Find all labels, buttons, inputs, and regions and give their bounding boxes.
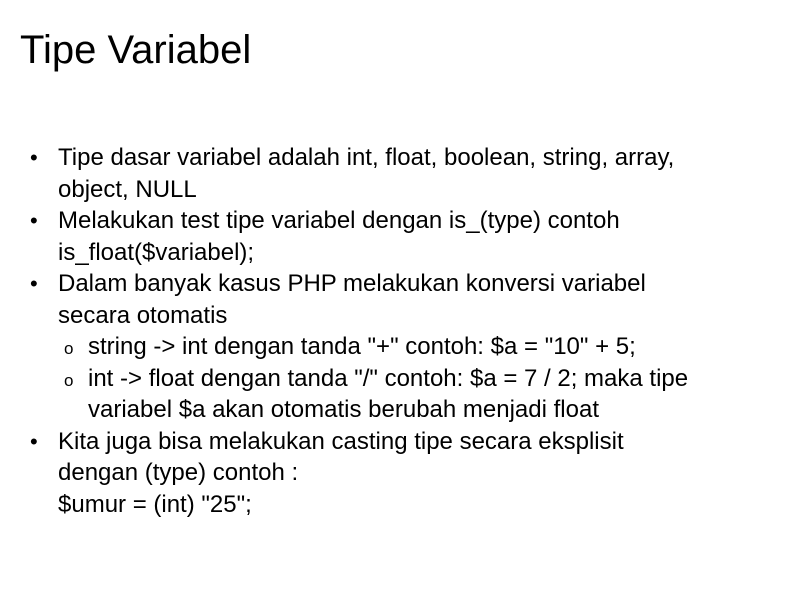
bullet-text-line: $umur = (int) "25"; <box>58 490 252 518</box>
bullet-dot-icon: • <box>30 145 38 170</box>
bullet-text-line: Melakukan test tipe variabel dengan is_(type) contoh <box>58 207 620 234</box>
bullet-item-basic-types <box>28 142 788 205</box>
bullet-text-line: string -> int dengan tanda "+" contoh: $a = "10" + 5; <box>88 333 636 360</box>
bullet-circle-icon: o <box>64 370 74 390</box>
bullet-dot-icon: • <box>30 428 38 454</box>
bullet-text-line: object, NULL <box>58 175 197 203</box>
bullet-dot-icon: • <box>30 208 38 233</box>
slide-title: Tipe Variabel <box>20 28 252 72</box>
sub-bullet-item-int-to-float <box>28 363 788 426</box>
sub-bullet-item-string-to-int <box>28 331 788 363</box>
bullet-text-line: Dalam banyak kasus PHP melakukan konversi variabel <box>58 270 646 297</box>
bullet-text-line: secara otomatis <box>58 301 228 329</box>
bullet-text-line: variabel $a akan otomatis berubah menjadi float <box>88 396 599 423</box>
bullet-dot-icon: • <box>30 271 38 296</box>
bullet-item-explicit-casting <box>28 426 788 521</box>
bullet-text-line: Tipe dasar variabel adalah int, float, boolean, string, array, <box>58 144 675 171</box>
bullet-item-auto-conversion <box>28 268 788 331</box>
bullet-list <box>28 142 788 520</box>
bullet-text-line: is_float($variabel); <box>58 238 255 266</box>
bullet-text-line: Kita juga bisa melakukan casting tipe secara eksplisit <box>58 427 624 455</box>
bullet-text-line: dengan (type) contoh : <box>58 459 299 486</box>
bullet-text-line: int -> float dengan tanda "/" contoh: $a = 7 / 2; maka tipe <box>88 364 689 392</box>
bullet-circle-icon: o <box>64 339 74 358</box>
bullet-item-type-test <box>28 205 788 268</box>
